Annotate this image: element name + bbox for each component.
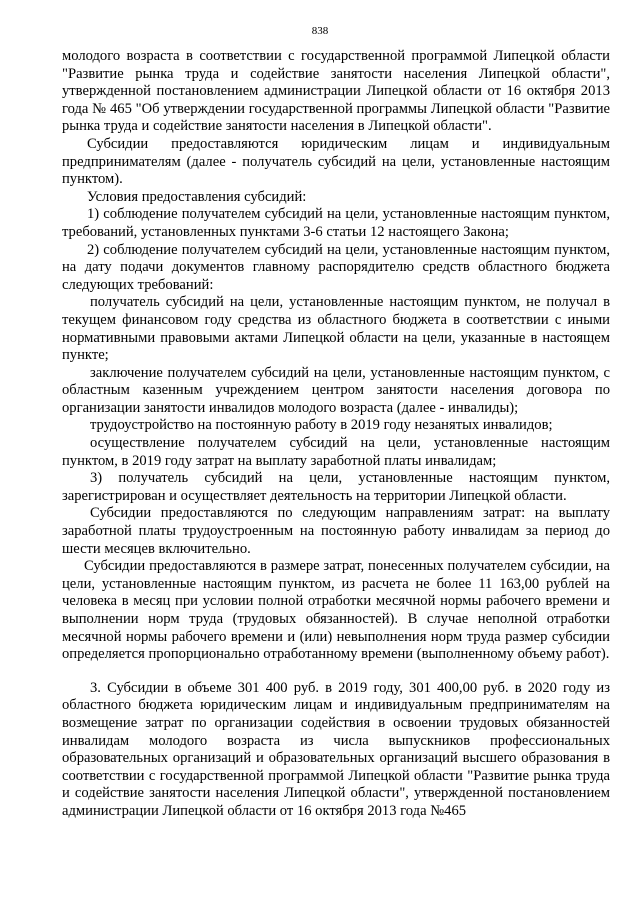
paragraph-condition-3: 3) получатель субсидий на цели, установленные настоящим пунктом, зарегистрирован и осуществляет деятельность на территории Липецкой области. — [62, 470, 610, 504]
document-body — [62, 48, 610, 821]
paragraph-requirement-no-funds: получатель субсидий на цели, установленные настоящим пунктом, не получал в текущем финансовом году средства из областного бюджета в соответствии с иными нормативными правовыми актами Липецкой области на цели, указанные в настоящем пункте; — [62, 294, 610, 364]
paragraph-recipients: Субсидии предоставляются юридическим лицам и индивидуальным предпринимателям (далее - получатель субсидий на цели, установленные настоящим пунктом). — [62, 135, 610, 188]
paragraph-subsidy-amount: Субсидии предоставляются в размере затрат, понесенных получателем субсидии, на цели, установленные настоящим пунктом, из расчета не более 11 163,00 рублей на человека в месяц при условии полной отработки месячной нормы рабочего времени и выполнении норм труда (трудовых обязанностей). В случае неполной отработки месячной нормы рабочего времени и (или) невыполнения норм труда размер субсидии определяется пропорционально отработанному времени (выполненному объему работ). — [62, 558, 610, 663]
paragraph-condition-1: 1) соблюдение получателем субсидий на цели, установленные настоящим пунктом, требований, установленных пунктами 3-6 статьи 12 настоящего Закона; — [62, 206, 610, 240]
paragraph-conditions-heading: Условия предоставления субсидий: — [87, 188, 307, 205]
page-number: 838 — [311, 25, 329, 37]
paragraph-section-3: 3. Субсидии в объеме 301 400 руб. в 2019 году, 301 400,00 руб. в 2020 году из областного бюджета юридическим лицам и индивидуальным предпринимателям на возмещение затрат по организации содействия в освоении трудовых обязанностей инвалидам молодого возраста из числа выпускников профессиональных образовательных организаций и образовательных организаций высшего образования в соответствии с государственной программой Липецкой области "Развитие рынка труда и содействие занятости населения Липецкой области", утвержденной постановлением администрации Липецкой области от 16 октября 2013 года №465 — [62, 679, 610, 819]
paragraph-requirement-wages: осуществление получателем субсидий на цели, установленные настоящим пунктом, в 2019 году затрат на выплату заработной платы инвалидам; — [62, 435, 610, 469]
paragraph-requirement-employment: трудоустройство на постоянную работу в 2019 году незанятых инвалидов; — [90, 417, 553, 434]
paragraph-condition-2: 2) соблюдение получателем субсидий на цели, установленные настоящим пунктом, на дату подачи документов главному распорядителю средств областного бюджета следующих требований: — [62, 241, 610, 293]
paragraph-program-reference: молодого возраста в соответствии с государственной программой Липецкой области "Развитие рынка труда и содействие занятости населения Липецкой области", утвержденной постановлением администрации Липецкой области от 16 октября 2013 года № 465 "Об утверждении государственной программы Липецкой области "Развитие рынка труда и содействие занятости населения в Липецкой области". — [62, 48, 610, 135]
paragraph-requirement-contract: заключение получателем субсидий на цели, установленные настоящим пунктом, с областным казенным учреждением центром занятости населения договора по организации занятости инвалидов молодого возраста (далее - инвалиды); — [62, 364, 610, 416]
paragraph-cost-directions: Субсидии предоставляются по следующим направлениям затрат: на выплату заработной платы трудоустроенным на постоянную работу инвалидам за период до шести месяцев включительно. — [62, 505, 610, 557]
